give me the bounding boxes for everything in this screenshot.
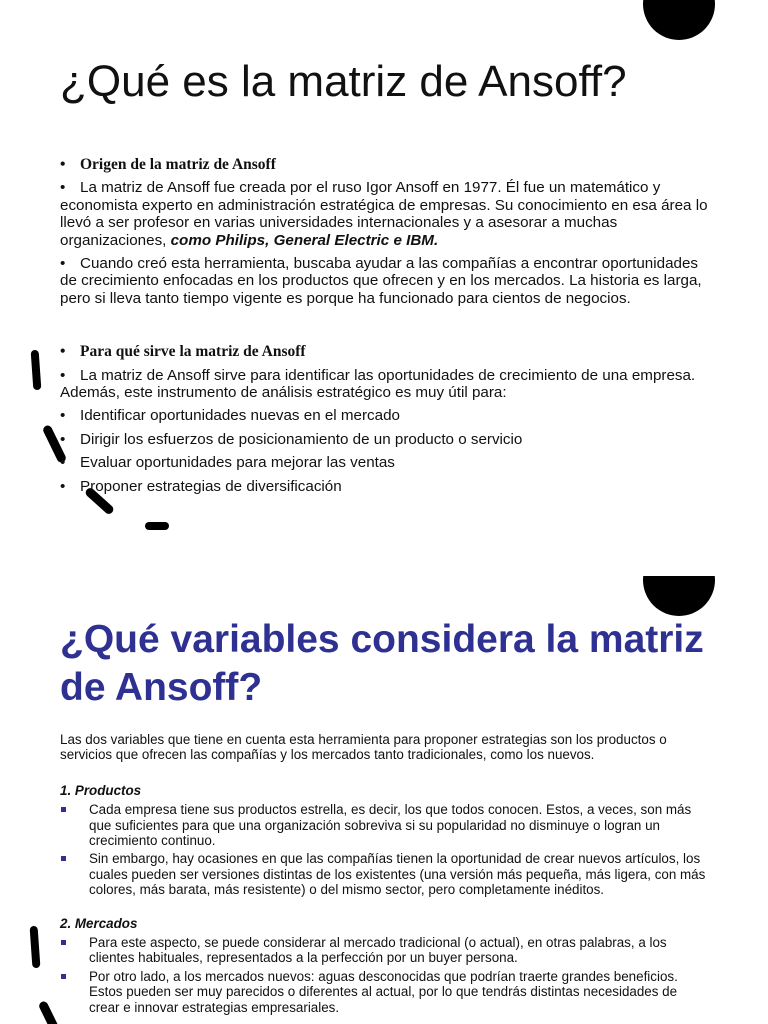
brush-stroke-decoration bbox=[145, 522, 169, 530]
half-circle-decoration bbox=[643, 0, 715, 40]
slide-1-body bbox=[60, 156, 710, 501]
bullet: • bbox=[60, 366, 66, 384]
list-item-use: • Identificar oportunidades nuevas en el mercado bbox=[60, 407, 400, 425]
list-item: Para este aspecto, se puede considerar al mercado tradicional (o actual), en otras palabras, a los clientes habituales, representados a la perfección por un buyer persona. bbox=[60, 935, 710, 966]
bullet: • bbox=[60, 454, 66, 472]
intro-paragraph: Las dos variables que tiene en cuenta esta herramienta para proponer estrategias son los productos o servicios que ofrecen las compañías y los mercados tanto tradicionales, como los nuevos. bbox=[60, 732, 667, 763]
section-heading-para-que: • Para qué sirve la matriz de Ansoff bbox=[60, 343, 306, 361]
paragraph-origen: • La matriz de Ansoff fue creada por el ruso Igor Ansoff en 1977. Él fue un matemático y economista experto en administración estratégica de empresas. Su conocimiento en esa área lo llevó a ser profesor en varias universidades internacionales y a asesorar a muchas organizaciones, como Philips, General Electric e IBM. bbox=[60, 179, 708, 249]
paragraph-para-que: • La matriz de Ansoff sirve para identificar las oportunidades de crecimiento de una empresa. Además, este instrumento de análisis estratégico es muy útil para: bbox=[60, 366, 696, 402]
bullet: • bbox=[60, 343, 66, 361]
productos-list bbox=[60, 802, 710, 897]
bullet: • bbox=[60, 477, 66, 495]
list-item: Cada empresa tiene sus productos estrella, es decir, los que todos conocen. Estos, a veces, son más que suficientes para que una organización sobreviva si su popularidad no disminuye o logran un crecimiento continuo. bbox=[60, 802, 710, 848]
bullet: • bbox=[60, 179, 66, 197]
bullet: • bbox=[60, 255, 66, 273]
bullet: • bbox=[60, 430, 66, 448]
subheading-productos: 1. Productos bbox=[60, 782, 142, 798]
list-item: Por otro lado, a los mercados nuevos: aguas desconocidas que podrían traerte grandes beneficios. Estos pueden ser muy parecidos o diferentes al actual, por lo que tendrás distintas necesidades de crear e innovar estrategias empresariales. bbox=[60, 969, 710, 1015]
subheading-mercados: 2. Mercados bbox=[60, 915, 138, 931]
bullet: • bbox=[60, 407, 66, 425]
brush-stroke-decoration bbox=[30, 926, 41, 968]
brush-stroke-decoration bbox=[31, 350, 42, 390]
list-item-use: • Proponer estrategias de diversificación bbox=[60, 477, 342, 495]
spacer bbox=[60, 313, 710, 343]
square-bullet-icon bbox=[61, 807, 66, 812]
section-heading-origen: • Origen de la matriz de Ansoff bbox=[60, 156, 276, 173]
page-title: ¿Qué es la matriz de Ansoff? bbox=[60, 57, 627, 106]
bullet: • bbox=[60, 156, 66, 173]
emphasis-companies: como Philips, General Electric e IBM. bbox=[170, 231, 439, 249]
mercados-list bbox=[60, 935, 710, 1015]
slide-2 bbox=[0, 576, 768, 1024]
slide-2-body bbox=[60, 732, 710, 1024]
list-item: Sin embargo, hay ocasiones en que las compañías tienen la oportunidad de crear nuevos artículos, los cuales pueden ser versiones distintas de los existentes (una versión más pequeña, más ligera, con más colores, más barata, más resistente) o del mismo sector, pero completamente inéditos. bbox=[60, 851, 710, 897]
square-bullet-icon bbox=[61, 974, 66, 979]
page-title: ¿Qué variables considera la matriz de Ansoff? bbox=[60, 618, 704, 709]
square-bullet-icon bbox=[61, 856, 66, 861]
square-bullet-icon bbox=[61, 940, 66, 945]
list-item-use: • Dirigir los esfuerzos de posicionamiento de un producto o servicio bbox=[60, 430, 523, 448]
list-item-use: • Evaluar oportunidades para mejorar las ventas bbox=[60, 454, 395, 472]
half-circle-decoration bbox=[643, 576, 715, 616]
paragraph-historia: • Cuando creó esta herramienta, buscaba ayudar a las compañías a encontrar oportunidades de crecimiento enfocadas en los productos que ofrecen y en los mercados. La historia es larga, pero si lleva tanto tiempo vigente es porque ha funcionado para cientos de negocios. bbox=[60, 255, 702, 307]
